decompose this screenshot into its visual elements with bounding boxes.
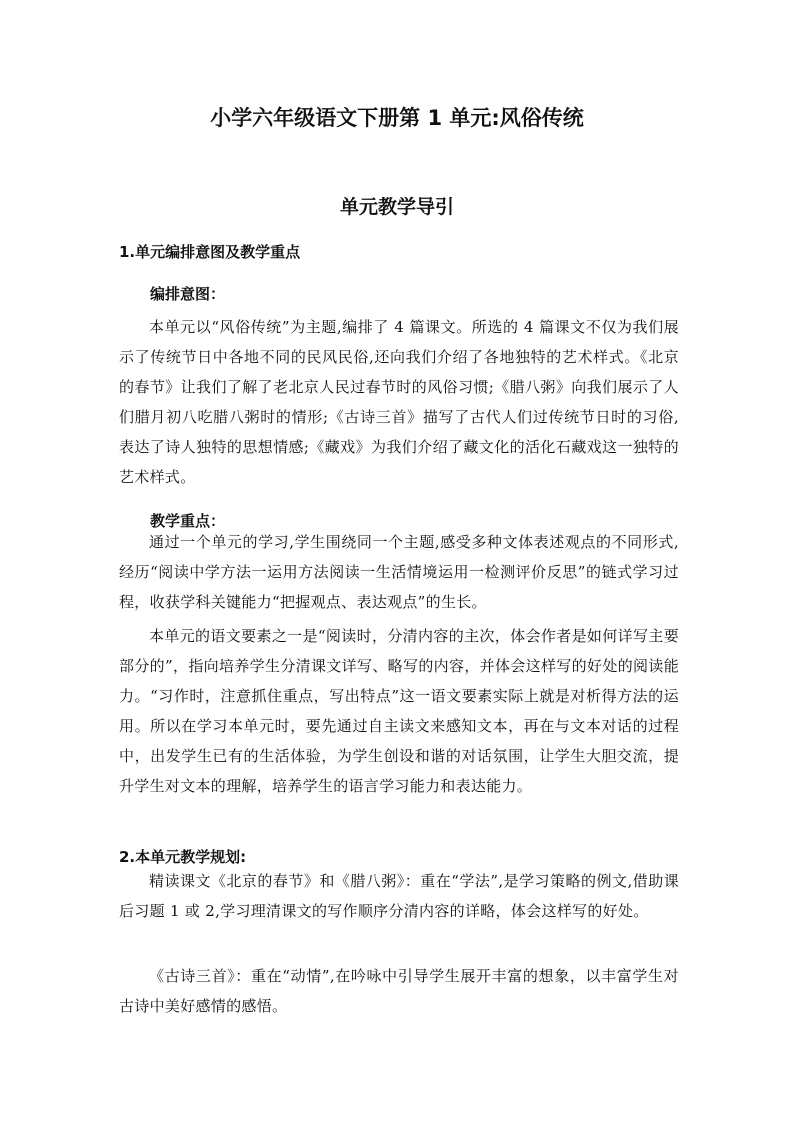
intent-label: 编排意图：	[150, 285, 226, 303]
focus-paragraph-2: 本单元的语文要素之一是“阅读时，分清内容的主次，体会作者是如何详写主要部分的”，指向培养学生分清课文详写、略写的内容，并体会这样写的好处的阅读能力。“习作时，注意抓住重点，写出特点”这一语文要素实际上就是对析得方法的运用。所以在学习本单元时，要先通过自主读文来感知文本，再在与文本对话的过程中，出发学生已有的生活体验，为学生创设和谐的对话氛围，让学生大胆交流，提升学生对文本的理解，培养学生的语言学习能力和表达能力。	[119, 627, 679, 795]
focus-label: 教学重点：	[150, 512, 226, 530]
section-2-heading: 2.本单元教学规划:	[119, 848, 247, 866]
document-subtitle: 单元教学导引	[339, 196, 454, 218]
plan-paragraph-2: 《古诗三首》：重在“动情”,在吟咏中引导学生展开丰富的想象，以丰富学生对古诗中美好感情的感悟。	[119, 967, 679, 1015]
intent-paragraph: 本单元以“风俗传统”为主题,编排了 4 篇课文。所选的 4 篇课文不仅为我们展示了传统节日中各地不同的民风民俗,还向我们介绍了各地独特的艺术样式。《北京的春节》让我们了解了老北京人民过春节时的风俗习惯;《腊八粥》向我们展示了人们腊月初八吃腊八粥时的情形;《古诗三首》描写了古代人们过传统节日时的习俗,表达了诗人独特的思想情感;《藏戏》为我们介绍了藏文化的活化石藏戏这一独特的艺术样式。	[119, 318, 679, 486]
focus-paragraph-1: 通过一个单元的学习,学生围绕同一个主题,感受多种文体表述观点的不同形式,经历“阅读中学方法一运用方法阅读一生活情境运用一检测评价反思”的链式学习过程，收获学科关键能力“把握观点、表达观点”的生长。	[119, 533, 679, 611]
section-1-heading: 1.单元编排意图及教学重点	[119, 243, 301, 261]
document-title: 小学六年级语文下册第 1 单元:风俗传统	[210, 106, 584, 130]
plan-paragraph-1: 精读课文《北京的春节》和《腊八粥》：重在“学法”,是学习策略的例文,借助课后习题 1 或 2,学习理清课文的写作顺序分清内容的详略，体会这样写的好处。	[119, 872, 679, 920]
